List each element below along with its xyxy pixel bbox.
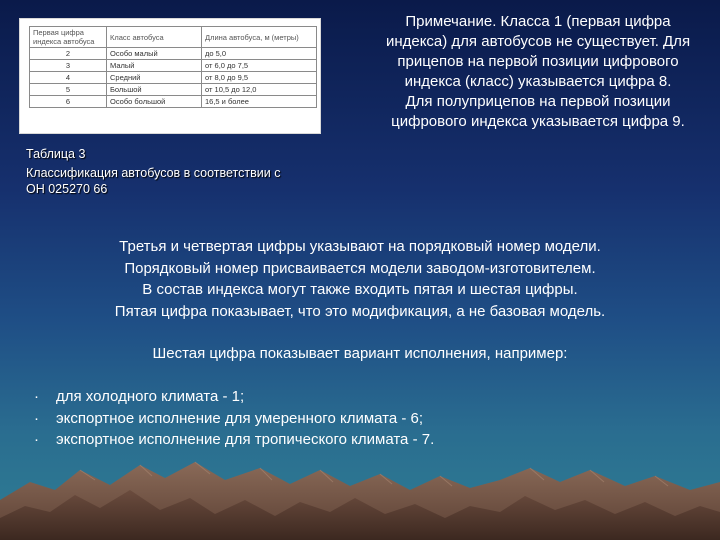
body-line: Порядковый номер присваивается модели заводом-изготовителем.	[124, 259, 596, 277]
bullet-marker: ·	[34, 409, 39, 427]
bus-classification-table	[29, 26, 317, 108]
table-row	[30, 60, 317, 72]
bullet-marker: ·	[34, 388, 39, 405]
table-header-cell: Класс автобуса	[107, 27, 202, 48]
table-cell: Большой	[107, 84, 202, 96]
list-item-text: экспортное исполнение для умеренного климата - 6;	[56, 409, 424, 427]
table-cell: 5	[30, 84, 107, 96]
note-paragraph-1: Примечание. Класса 1 (первая цифра индекса) для автобусов не существует. Для прицепов на первой позиции цифрового индекса (класс) указывается цифра 8.	[385, 13, 691, 90]
caption-description: Классификация автобусов в соответствии с ОН 025270 66	[26, 166, 281, 196]
table-row	[30, 72, 317, 84]
note-block	[383, 12, 693, 132]
table-cell: 6	[30, 96, 107, 108]
table-cell: от 10,5 до 12,0	[202, 84, 317, 96]
note-paragraph-2: Для полуприцепов на первой позиции цифрового индекса указывается цифра 9.	[391, 93, 685, 130]
body-line: Пятая цифра показывает, что это модификация, а не базовая модель.	[114, 302, 606, 320]
table-header-cell: Первая цифра индекса автобуса	[30, 27, 107, 48]
table-cell: 2	[30, 48, 107, 60]
table-cell: Особо большой	[107, 96, 202, 108]
table-caption	[26, 146, 286, 200]
table-header-row	[30, 27, 317, 48]
list-item	[34, 408, 674, 430]
spacer	[20, 322, 700, 343]
table-cell: до 5,0	[202, 48, 317, 60]
body-line: Третья и четвертая цифры указывают на порядковый номер модели.	[119, 238, 601, 255]
bus-classification-table-image	[19, 18, 321, 134]
list-item-text: для холодного климата - 1;	[56, 388, 245, 405]
body-line: В состав индекса могут также входить пятая и шестая цифры.	[142, 281, 578, 298]
table-cell: от 6,0 до 7,5	[202, 60, 317, 72]
body-line: Шестая цифра показывает вариант исполнения, например:	[152, 345, 568, 362]
table-cell: 16,5 и более	[202, 96, 317, 108]
list-item	[34, 386, 674, 408]
bullet-marker: ·	[34, 431, 39, 448]
table-row	[30, 84, 317, 96]
table-header-cell: Длина автобуса, м (метры)	[202, 27, 317, 48]
table-cell: 3	[30, 60, 107, 72]
table-cell: Средний	[107, 72, 202, 84]
caption-title: Таблица 3	[26, 147, 86, 161]
table-cell: Малый	[107, 60, 202, 72]
table-cell: 4	[30, 72, 107, 84]
table-cell: от 8,0 до 9,5	[202, 72, 317, 84]
list-item-text: экспортное исполнение для тропического климата - 7.	[56, 431, 435, 448]
mountain-range-decoration	[0, 440, 720, 540]
table-cell: Особо малый	[107, 48, 202, 60]
body-text	[20, 236, 700, 365]
table-row	[30, 48, 317, 60]
table-row	[30, 96, 317, 108]
